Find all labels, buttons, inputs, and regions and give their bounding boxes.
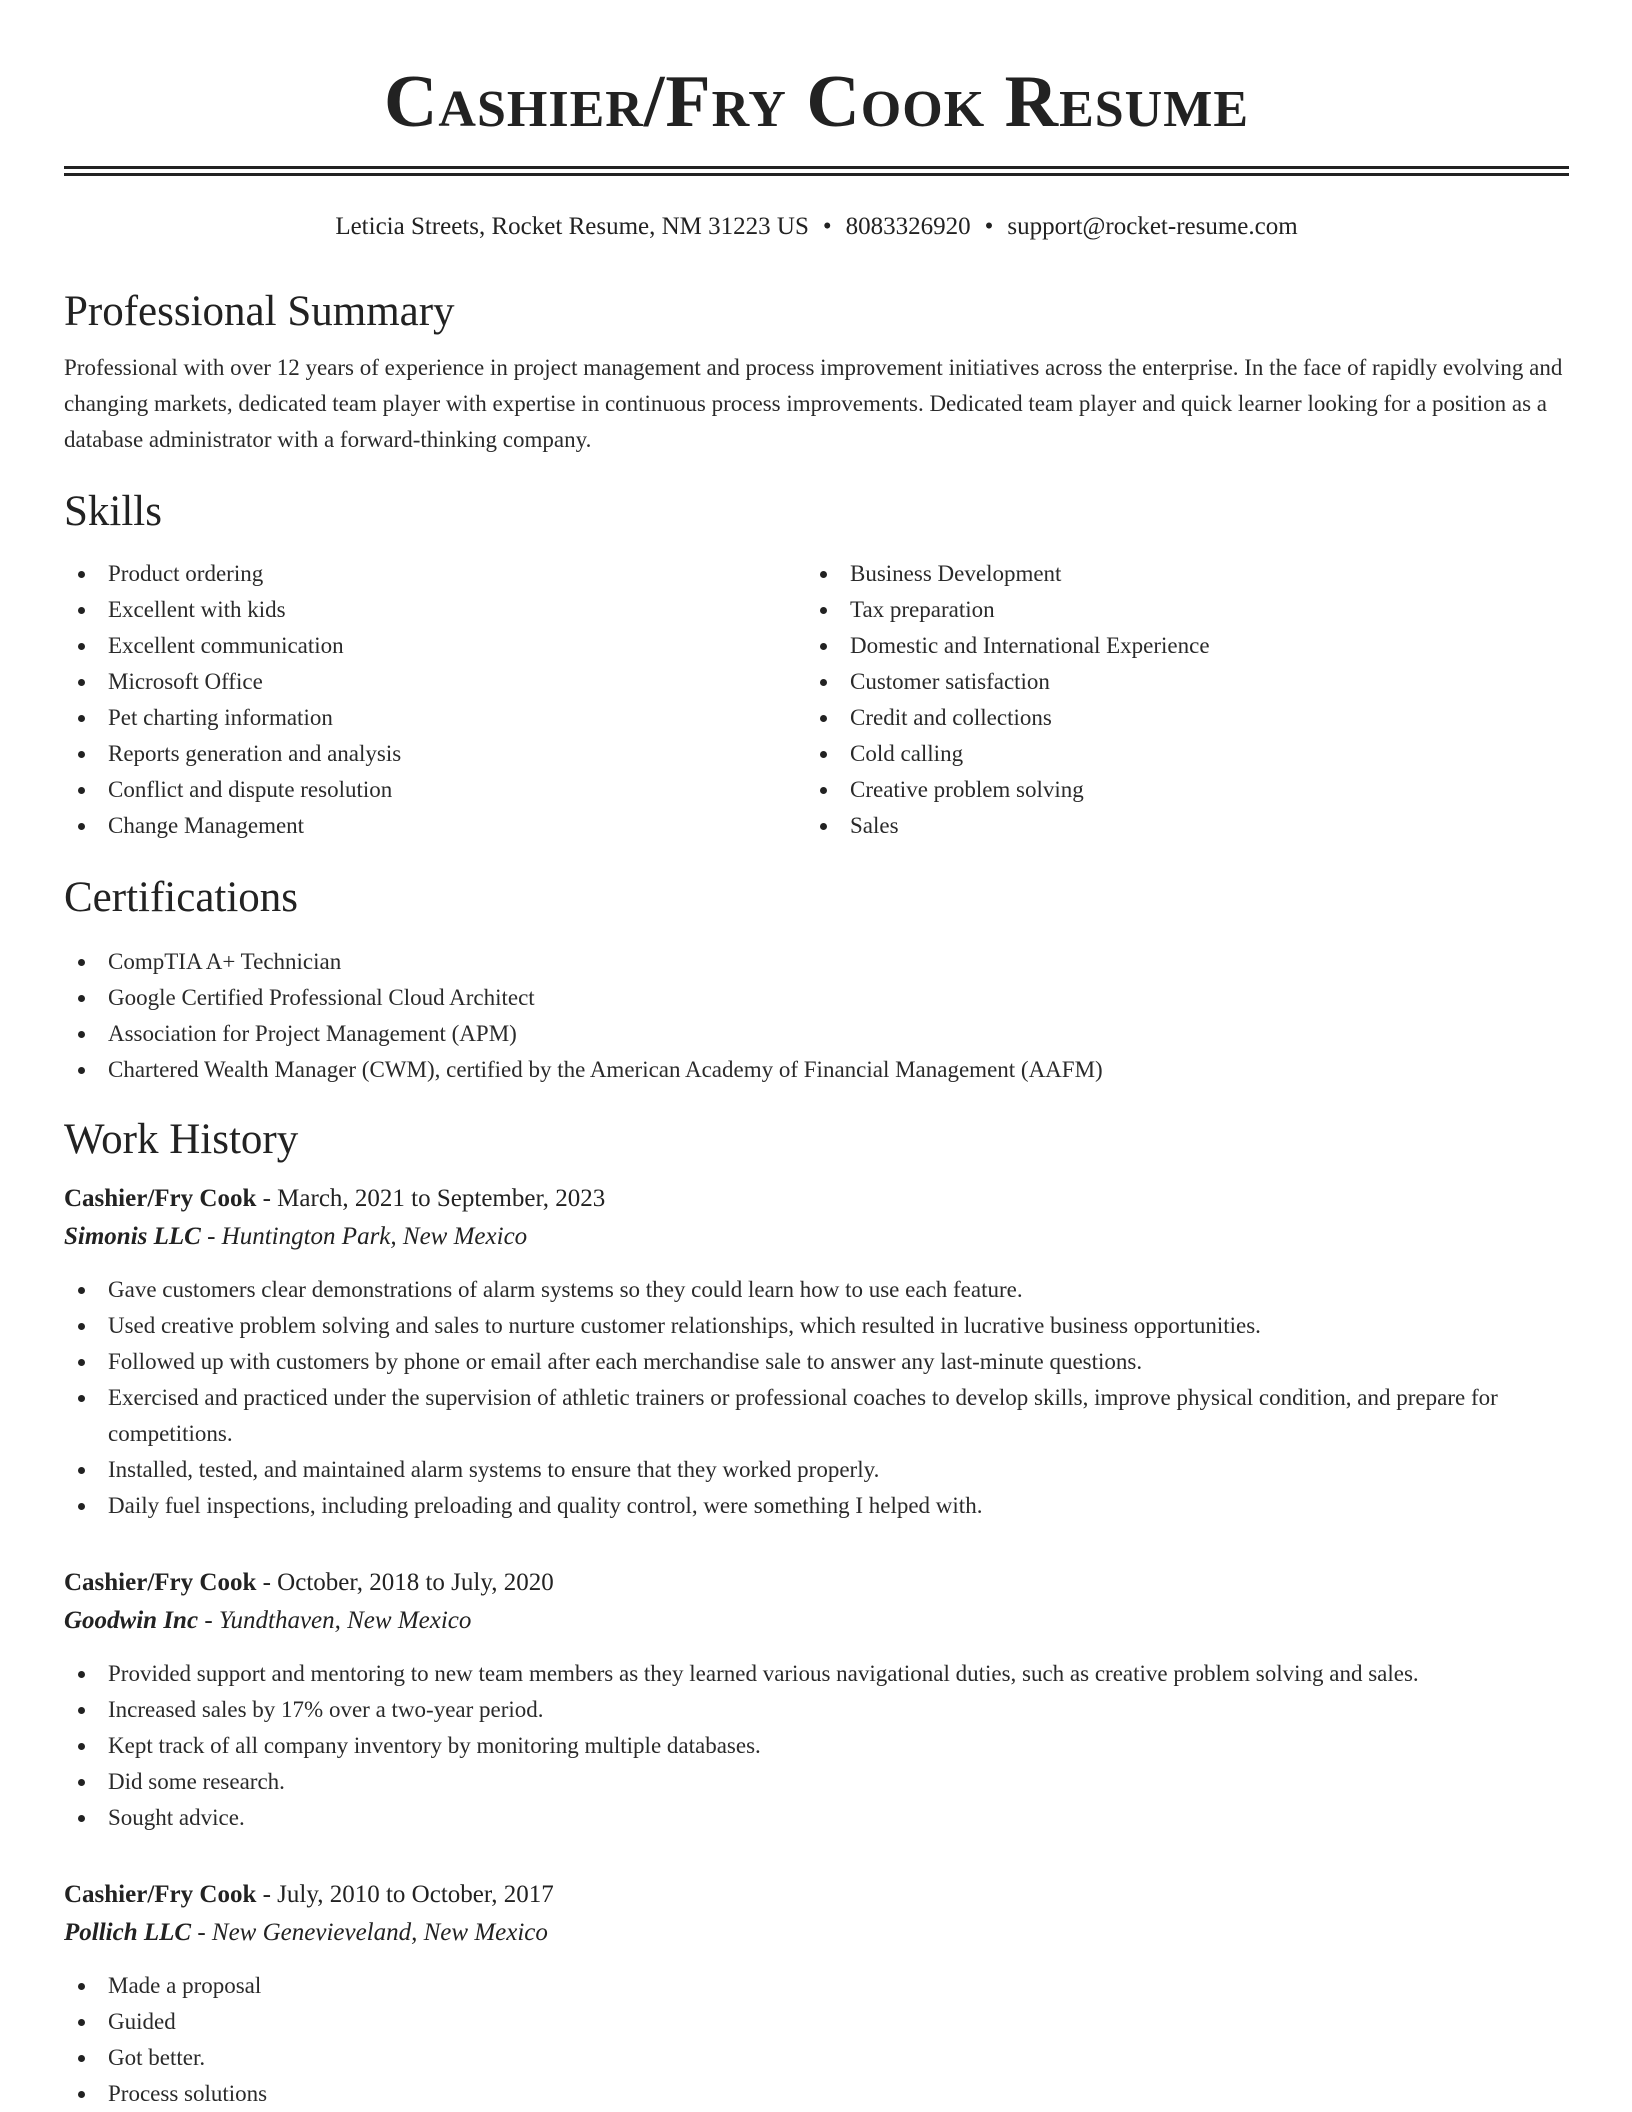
bullet-icon <box>820 571 827 578</box>
skill-item <box>806 808 1548 844</box>
skill-label: Creative problem solving <box>850 777 1084 802</box>
skill-item <box>806 628 1548 664</box>
company-location: - Huntington Park, New Mexico <box>200 1223 528 1250</box>
job-duties-list <box>64 1272 1569 1524</box>
bullet-icon <box>78 1983 85 1990</box>
skill-item <box>64 592 806 628</box>
summary-heading: Professional Summary <box>64 288 455 335</box>
bullet-icon <box>820 643 827 650</box>
bullet-icon <box>78 607 85 614</box>
skills-heading: Skills <box>64 488 162 535</box>
job-title: Cashier/Fry Cook <box>64 1569 257 1596</box>
skill-label: Excellent communication <box>108 633 344 658</box>
skill-label: Conflict and dispute resolution <box>108 777 393 802</box>
job-duty-text: Kept track of all company inventory by monitoring multiple databases. <box>108 1733 761 1758</box>
company-line <box>64 1218 1569 1256</box>
skill-item <box>806 556 1548 592</box>
bullet-icon <box>78 1323 85 1330</box>
contact-email[interactable]: support@rocket-resume.com <box>1007 213 1298 240</box>
certification-item <box>64 1052 1569 1088</box>
bullet-icon <box>78 1815 85 1822</box>
resume-page <box>64 0 1569 2112</box>
job-duty-text: Exercised and practiced under the supervision of athletic trainers or professional coaches to develop skills, improve physical condition, and prepare for competitions. <box>108 1385 1498 1446</box>
title-divider <box>64 166 1569 176</box>
skill-item <box>806 592 1548 628</box>
job-duty-text: Sought advice. <box>108 1805 245 1830</box>
job-duty-item <box>64 1728 1569 1764</box>
job-title: Cashier/Fry Cook <box>64 1881 257 1908</box>
skills-list-left <box>64 556 806 844</box>
certification-item <box>64 1016 1569 1052</box>
skill-item <box>806 700 1548 736</box>
job-duty-text: Did some research. <box>108 1769 285 1794</box>
job-duties-list <box>64 1656 1569 1836</box>
job-duty-item <box>64 1308 1569 1344</box>
job-duty-item <box>64 2004 1569 2040</box>
job-duty-text: Provided support and mentoring to new team members as they learned various navigational duties, such as creative problem solving and sales. <box>108 1661 1419 1686</box>
bullet-icon <box>78 787 85 794</box>
skill-item <box>64 664 806 700</box>
company-name: Pollich LLC <box>64 1919 192 1946</box>
skill-label: Product ordering <box>108 561 264 586</box>
job-duty-item <box>64 1452 1569 1488</box>
job-duty-item <box>64 1656 1569 1692</box>
contact-phone: 8083326920 <box>845 213 971 240</box>
skill-label: Domestic and International Experience <box>850 633 1210 658</box>
skills-list-right <box>806 556 1548 844</box>
skill-label: Change Management <box>108 813 305 838</box>
bullet-icon <box>78 995 85 1002</box>
skill-item <box>806 772 1548 808</box>
bullet-icon <box>78 1359 85 1366</box>
job-duty-item <box>64 1764 1569 1800</box>
job-duty-item <box>64 1344 1569 1380</box>
job-duty-text: Daily fuel inspections, including preloading and quality control, were something I helped with. <box>108 1493 983 1518</box>
job-duty-text: Followed up with customers by phone or email after each merchandise sale to answer any last-minute questions. <box>108 1349 1143 1374</box>
job-duty-item <box>64 1272 1569 1308</box>
skill-label: Credit and collections <box>850 705 1052 730</box>
bullet-icon <box>820 607 827 614</box>
company-name: Goodwin Inc <box>64 1607 199 1634</box>
skill-item <box>64 556 806 592</box>
bullet-icon <box>78 1067 85 1074</box>
job-entry <box>64 1564 1569 1836</box>
bullet-icon <box>78 1467 85 1474</box>
bullet-icon <box>78 823 85 830</box>
skill-label: Cold calling <box>850 741 964 766</box>
skill-label: Reports generation and analysis <box>108 741 402 766</box>
skill-label: Tax preparation <box>850 597 995 622</box>
skill-label: Pet charting information <box>108 705 333 730</box>
skill-item <box>806 664 1548 700</box>
skill-item <box>64 736 806 772</box>
bullet-icon <box>78 1671 85 1678</box>
contact-address: Leticia Streets, Rocket Resume, NM 31223 US <box>335 213 809 240</box>
summary-text: Professional with over 12 years of experience in project management and process improvement initiatives across the enterprise. In the face of rapidly evolving and changing markets, dedicated team player with expertise in continuous process improvements. Dedicated team player and quick learner looking for a position as a database administrator with a forward-thinking company. <box>64 355 1563 452</box>
bullet-icon <box>78 571 85 578</box>
bullet-icon <box>78 959 85 966</box>
job-duty-text: Guided <box>108 2009 176 2034</box>
certification-item <box>64 980 1569 1016</box>
job-entry <box>64 1180 1569 1524</box>
bullet-icon <box>78 1503 85 1510</box>
certification-label: Association for Project Management (APM) <box>108 1021 517 1046</box>
bullet-icon <box>78 715 85 722</box>
job-title-line <box>64 1180 1569 1218</box>
job-duty-item <box>64 2076 1569 2112</box>
bullet-icon <box>78 1779 85 1786</box>
work-history-heading: Work History <box>64 1116 299 1163</box>
certification-label: CompTIA A+ Technician <box>108 949 342 974</box>
skill-label: Sales <box>850 813 899 838</box>
contact-separator: • <box>984 213 994 240</box>
bullet-icon <box>78 679 85 686</box>
job-entry <box>64 1876 1569 2112</box>
job-duty-item <box>64 1968 1569 2004</box>
job-duty-item <box>64 2040 1569 2076</box>
bullet-icon <box>820 823 827 830</box>
job-dates: - October, 2018 to July, 2020 <box>256 1569 554 1596</box>
skills-grid <box>64 556 1569 844</box>
contact-line <box>64 210 1569 244</box>
bullet-icon <box>78 1707 85 1714</box>
job-duty-text: Used creative problem solving and sales to nurture customer relationships, which resulted in lucrative business opportunities. <box>108 1313 1261 1338</box>
job-duty-item <box>64 1692 1569 1728</box>
skill-label: Microsoft Office <box>108 669 263 694</box>
bullet-icon <box>78 1395 85 1402</box>
skill-item <box>64 700 806 736</box>
bullet-icon <box>820 751 827 758</box>
skill-item <box>64 772 806 808</box>
job-duties-list <box>64 1968 1569 2112</box>
job-dates: - March, 2021 to September, 2023 <box>256 1185 606 1212</box>
bullet-icon <box>78 2055 85 2062</box>
skill-item <box>64 628 806 664</box>
job-title-line <box>64 1876 1569 1914</box>
bullet-icon <box>820 679 827 686</box>
company-line <box>64 1914 1569 1952</box>
company-location: - New Genevieveland, New Mexico <box>191 1919 548 1946</box>
skill-label: Customer satisfaction <box>850 669 1050 694</box>
contact-separator: • <box>822 213 832 240</box>
company-location: - Yundthaven, New Mexico <box>198 1607 472 1634</box>
bullet-icon <box>78 643 85 650</box>
job-dates: - July, 2010 to October, 2017 <box>256 1881 554 1908</box>
certification-label: Chartered Wealth Manager (CWM), certified by the American Academy of Financial Management (AAFM) <box>108 1057 1103 1082</box>
skills-column-right <box>806 556 1548 844</box>
skill-item <box>64 808 806 844</box>
bullet-icon <box>78 751 85 758</box>
certification-label: Google Certified Professional Cloud Architect <box>108 985 535 1010</box>
bullet-icon <box>78 1743 85 1750</box>
job-duty-text: Process solutions <box>108 2081 268 2106</box>
skills-column-left <box>64 556 806 844</box>
certifications-heading: Certifications <box>64 874 299 921</box>
job-duty-item <box>64 1380 1569 1452</box>
company-name: Simonis LLC <box>64 1223 201 1250</box>
company-line <box>64 1602 1569 1640</box>
bullet-icon <box>78 2019 85 2026</box>
bullet-icon <box>78 2091 85 2098</box>
job-duty-text: Gave customers clear demonstrations of alarm systems so they could learn how to use each feature. <box>108 1277 1023 1302</box>
skill-label: Excellent with kids <box>108 597 286 622</box>
job-title-line <box>64 1564 1569 1602</box>
job-duty-text: Installed, tested, and maintained alarm systems to ensure that they worked properly. <box>108 1457 880 1482</box>
job-duty-item <box>64 1800 1569 1836</box>
bullet-icon <box>820 787 827 794</box>
bullet-icon <box>78 1287 85 1294</box>
resume-title: Cashier/Fry Cook Resume <box>383 61 1249 143</box>
job-duty-item <box>64 1488 1569 1524</box>
job-duty-text: Made a proposal <box>108 1973 262 1998</box>
skill-label: Business Development <box>850 561 1062 586</box>
job-title: Cashier/Fry Cook <box>64 1185 257 1212</box>
bullet-icon <box>78 1031 85 1038</box>
skill-item <box>806 736 1548 772</box>
job-duty-text: Got better. <box>108 2045 206 2070</box>
job-duty-text: Increased sales by 17% over a two-year period. <box>108 1697 544 1722</box>
bullet-icon <box>820 715 827 722</box>
certifications-list <box>64 944 1569 1088</box>
certification-item <box>64 944 1569 980</box>
